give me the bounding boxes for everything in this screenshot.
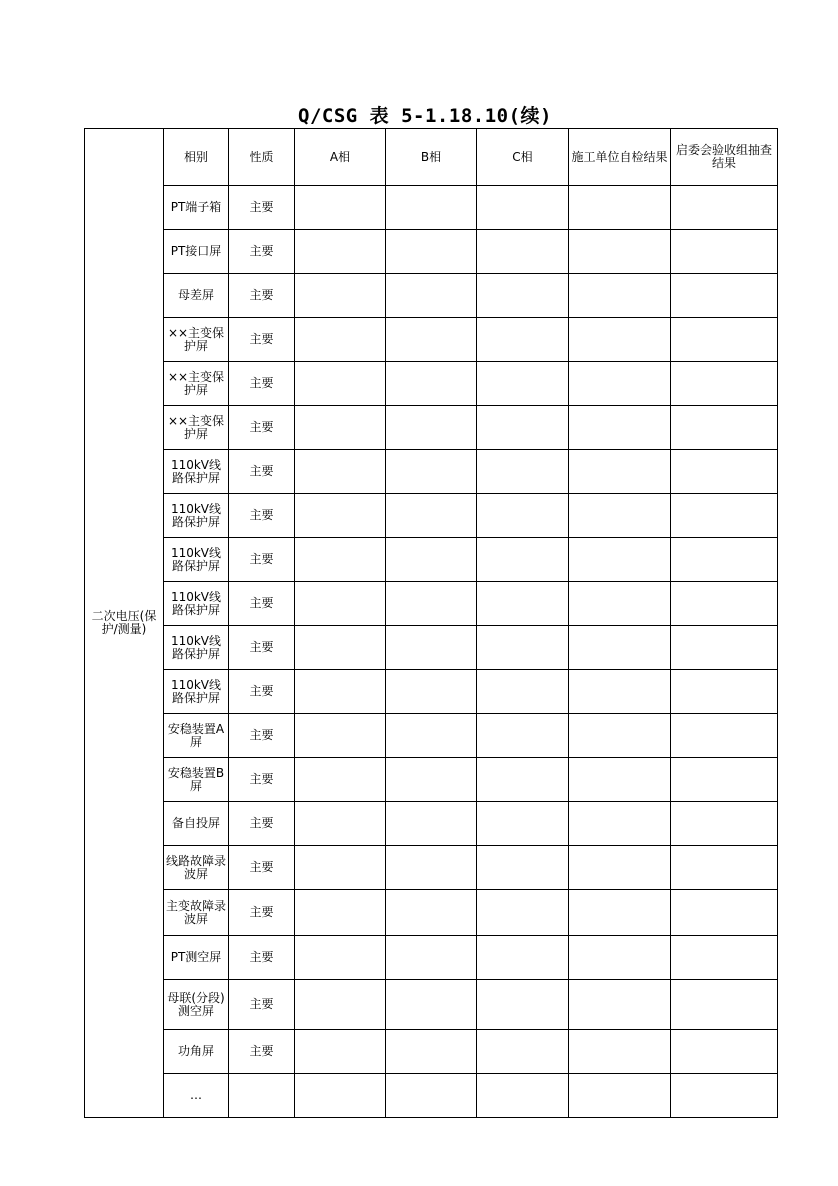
row-b-phase-input-cell[interactable] bbox=[386, 186, 477, 230]
row-nature-cell: 主要 bbox=[229, 758, 295, 802]
row-item-cell: ××主变保护屏 bbox=[164, 362, 229, 406]
row-committee-result-input-cell[interactable] bbox=[671, 186, 778, 230]
row-contractor-result-input-cell[interactable] bbox=[569, 318, 671, 362]
row-contractor-result-input-cell[interactable] bbox=[569, 362, 671, 406]
row-c-phase-input-cell[interactable] bbox=[477, 538, 569, 582]
row-nature-cell bbox=[229, 1074, 295, 1118]
header-b-phase: B相 bbox=[386, 129, 477, 186]
table-row bbox=[85, 1074, 778, 1118]
row-nature-cell: 主要 bbox=[229, 582, 295, 626]
row-committee-result-input-cell[interactable] bbox=[671, 230, 778, 274]
row-committee-result-input-cell[interactable] bbox=[671, 1074, 778, 1118]
row-a-phase-input-cell[interactable] bbox=[295, 186, 386, 230]
row-c-phase-input-cell[interactable] bbox=[477, 406, 569, 450]
row-c-phase-input-cell[interactable] bbox=[477, 230, 569, 274]
row-committee-result-input-cell[interactable] bbox=[671, 802, 778, 846]
row-a-phase-input-cell[interactable] bbox=[295, 538, 386, 582]
row-c-phase-input-cell[interactable] bbox=[477, 802, 569, 846]
row-item-cell: 110kV线路保护屏 bbox=[164, 626, 229, 670]
row-b-phase-input-cell[interactable] bbox=[386, 670, 477, 714]
row-a-phase-input-cell[interactable] bbox=[295, 406, 386, 450]
table-row bbox=[85, 802, 778, 846]
row-c-phase-input-cell[interactable] bbox=[477, 758, 569, 802]
row-a-phase-input-cell[interactable] bbox=[295, 980, 386, 1030]
row-contractor-result-input-cell[interactable] bbox=[569, 450, 671, 494]
row-c-phase-input-cell[interactable] bbox=[477, 626, 569, 670]
row-a-phase-input-cell[interactable] bbox=[295, 494, 386, 538]
row-b-phase-input-cell[interactable] bbox=[386, 274, 477, 318]
row-item-cell: ××主变保护屏 bbox=[164, 406, 229, 450]
row-a-phase-input-cell[interactable] bbox=[295, 1074, 386, 1118]
row-committee-result-input-cell[interactable] bbox=[671, 494, 778, 538]
row-committee-result-input-cell[interactable] bbox=[671, 890, 778, 936]
row-c-phase-input-cell[interactable] bbox=[477, 362, 569, 406]
header-row bbox=[85, 129, 778, 186]
row-b-phase-input-cell[interactable] bbox=[386, 318, 477, 362]
row-nature-cell: 主要 bbox=[229, 802, 295, 846]
row-nature-cell: 主要 bbox=[229, 318, 295, 362]
row-a-phase-input-cell[interactable] bbox=[295, 890, 386, 936]
table-row bbox=[85, 274, 778, 318]
table-row bbox=[85, 670, 778, 714]
row-item-cell: … bbox=[164, 1074, 229, 1118]
row-a-phase-input-cell[interactable] bbox=[295, 362, 386, 406]
row-committee-result-input-cell[interactable] bbox=[671, 582, 778, 626]
row-contractor-result-input-cell[interactable] bbox=[569, 890, 671, 936]
table-row bbox=[85, 936, 778, 980]
row-b-phase-input-cell[interactable] bbox=[386, 626, 477, 670]
row-committee-result-input-cell[interactable] bbox=[671, 406, 778, 450]
row-item-cell: 110kV线路保护屏 bbox=[164, 670, 229, 714]
row-b-phase-input-cell[interactable] bbox=[386, 714, 477, 758]
table-row bbox=[85, 538, 778, 582]
row-item-cell: 线路故障录波屏 bbox=[164, 846, 229, 890]
row-contractor-result-input-cell[interactable] bbox=[569, 274, 671, 318]
row-item-cell: ××主变保护屏 bbox=[164, 318, 229, 362]
row-contractor-result-input-cell[interactable] bbox=[569, 802, 671, 846]
row-c-phase-input-cell[interactable] bbox=[477, 494, 569, 538]
row-b-phase-input-cell[interactable] bbox=[386, 980, 477, 1030]
row-b-phase-input-cell[interactable] bbox=[386, 538, 477, 582]
row-nature-cell: 主要 bbox=[229, 362, 295, 406]
table-row bbox=[85, 582, 778, 626]
header-a-phase: A相 bbox=[295, 129, 386, 186]
row-committee-result-input-cell[interactable] bbox=[671, 538, 778, 582]
table-body bbox=[85, 129, 778, 1118]
row-item-cell: 110kV线路保护屏 bbox=[164, 494, 229, 538]
row-b-phase-input-cell[interactable] bbox=[386, 802, 477, 846]
table-row bbox=[85, 318, 778, 362]
row-a-phase-input-cell[interactable] bbox=[295, 936, 386, 980]
row-nature-cell: 主要 bbox=[229, 980, 295, 1030]
row-a-phase-input-cell[interactable] bbox=[295, 626, 386, 670]
row-nature-cell: 主要 bbox=[229, 274, 295, 318]
table-row bbox=[85, 362, 778, 406]
row-b-phase-input-cell[interactable] bbox=[386, 846, 477, 890]
row-a-phase-input-cell[interactable] bbox=[295, 450, 386, 494]
row-item-cell: 安稳装置B屏 bbox=[164, 758, 229, 802]
row-b-phase-input-cell[interactable] bbox=[386, 758, 477, 802]
row-contractor-result-input-cell[interactable] bbox=[569, 186, 671, 230]
row-contractor-result-input-cell[interactable] bbox=[569, 406, 671, 450]
row-committee-result-input-cell[interactable] bbox=[671, 758, 778, 802]
row-a-phase-input-cell[interactable] bbox=[295, 714, 386, 758]
row-a-phase-input-cell[interactable] bbox=[295, 582, 386, 626]
row-item-cell: 110kV线路保护屏 bbox=[164, 582, 229, 626]
row-contractor-result-input-cell[interactable] bbox=[569, 1030, 671, 1074]
row-item-cell: 主变故障录波屏 bbox=[164, 890, 229, 936]
row-c-phase-input-cell[interactable] bbox=[477, 1074, 569, 1118]
header-committee-result: 启委会验收组抽查结果 bbox=[671, 129, 778, 186]
row-item-cell: 110kV线路保护屏 bbox=[164, 538, 229, 582]
row-c-phase-input-cell[interactable] bbox=[477, 890, 569, 936]
row-committee-result-input-cell[interactable] bbox=[671, 274, 778, 318]
row-nature-cell: 主要 bbox=[229, 936, 295, 980]
row-item-cell: 安稳装置A屏 bbox=[164, 714, 229, 758]
table-row bbox=[85, 406, 778, 450]
header-contractor-result: 施工单位自检结果 bbox=[569, 129, 671, 186]
table-row bbox=[85, 980, 778, 1030]
row-item-cell: 母差屏 bbox=[164, 274, 229, 318]
row-nature-cell: 主要 bbox=[229, 230, 295, 274]
row-committee-result-input-cell[interactable] bbox=[671, 670, 778, 714]
row-c-phase-input-cell[interactable] bbox=[477, 582, 569, 626]
row-contractor-result-input-cell[interactable] bbox=[569, 582, 671, 626]
row-contractor-result-input-cell[interactable] bbox=[569, 980, 671, 1030]
row-a-phase-input-cell[interactable] bbox=[295, 802, 386, 846]
row-contractor-result-input-cell[interactable] bbox=[569, 936, 671, 980]
row-committee-result-input-cell[interactable] bbox=[671, 450, 778, 494]
row-committee-result-input-cell[interactable] bbox=[671, 626, 778, 670]
row-a-phase-input-cell[interactable] bbox=[295, 670, 386, 714]
table-row bbox=[85, 714, 778, 758]
row-b-phase-input-cell[interactable] bbox=[386, 230, 477, 274]
row-contractor-result-input-cell[interactable] bbox=[569, 1074, 671, 1118]
row-b-phase-input-cell[interactable] bbox=[386, 890, 477, 936]
inspection-table bbox=[84, 128, 778, 1118]
row-nature-cell: 主要 bbox=[229, 406, 295, 450]
row-b-phase-input-cell[interactable] bbox=[386, 936, 477, 980]
row-c-phase-input-cell[interactable] bbox=[477, 714, 569, 758]
row-contractor-result-input-cell[interactable] bbox=[569, 230, 671, 274]
row-contractor-result-input-cell[interactable] bbox=[569, 538, 671, 582]
row-b-phase-input-cell[interactable] bbox=[386, 406, 477, 450]
row-nature-cell: 主要 bbox=[229, 450, 295, 494]
table-row bbox=[85, 846, 778, 890]
row-committee-result-input-cell[interactable] bbox=[671, 846, 778, 890]
row-c-phase-input-cell[interactable] bbox=[477, 318, 569, 362]
row-nature-cell: 主要 bbox=[229, 626, 295, 670]
row-b-phase-input-cell[interactable] bbox=[386, 1030, 477, 1074]
table-row bbox=[85, 494, 778, 538]
row-item-cell: 功角屏 bbox=[164, 1030, 229, 1074]
group-label-cell: 二次电压(保护/测量) bbox=[85, 129, 164, 1118]
row-a-phase-input-cell[interactable] bbox=[295, 230, 386, 274]
row-nature-cell: 主要 bbox=[229, 890, 295, 936]
row-a-phase-input-cell[interactable] bbox=[295, 758, 386, 802]
table-row bbox=[85, 890, 778, 936]
row-b-phase-input-cell[interactable] bbox=[386, 1074, 477, 1118]
row-contractor-result-input-cell[interactable] bbox=[569, 846, 671, 890]
row-c-phase-input-cell[interactable] bbox=[477, 186, 569, 230]
row-contractor-result-input-cell[interactable] bbox=[569, 670, 671, 714]
row-nature-cell: 主要 bbox=[229, 186, 295, 230]
header-phase-item: 相别 bbox=[164, 129, 229, 186]
row-c-phase-input-cell[interactable] bbox=[477, 936, 569, 980]
row-contractor-result-input-cell[interactable] bbox=[569, 758, 671, 802]
row-item-cell: PT测空屏 bbox=[164, 936, 229, 980]
row-b-phase-input-cell[interactable] bbox=[386, 450, 477, 494]
row-item-cell: 110kV线路保护屏 bbox=[164, 450, 229, 494]
row-c-phase-input-cell[interactable] bbox=[477, 1030, 569, 1074]
header-nature: 性质 bbox=[229, 129, 295, 186]
row-nature-cell: 主要 bbox=[229, 494, 295, 538]
table-row bbox=[85, 230, 778, 274]
row-contractor-result-input-cell[interactable] bbox=[569, 494, 671, 538]
row-b-phase-input-cell[interactable] bbox=[386, 494, 477, 538]
table-row bbox=[85, 626, 778, 670]
row-c-phase-input-cell[interactable] bbox=[477, 274, 569, 318]
row-item-cell: PT接口屏 bbox=[164, 230, 229, 274]
row-nature-cell: 主要 bbox=[229, 714, 295, 758]
row-item-cell: PT端子箱 bbox=[164, 186, 229, 230]
row-a-phase-input-cell[interactable] bbox=[295, 274, 386, 318]
row-nature-cell: 主要 bbox=[229, 538, 295, 582]
table-row bbox=[85, 1030, 778, 1074]
row-c-phase-input-cell[interactable] bbox=[477, 670, 569, 714]
row-committee-result-input-cell[interactable] bbox=[671, 1030, 778, 1074]
row-a-phase-input-cell[interactable] bbox=[295, 846, 386, 890]
row-nature-cell: 主要 bbox=[229, 670, 295, 714]
row-committee-result-input-cell[interactable] bbox=[671, 936, 778, 980]
header-c-phase: C相 bbox=[477, 129, 569, 186]
row-item-cell: 母联(分段)测空屏 bbox=[164, 980, 229, 1030]
row-b-phase-input-cell[interactable] bbox=[386, 362, 477, 406]
row-b-phase-input-cell[interactable] bbox=[386, 582, 477, 626]
row-item-cell: 备自投屏 bbox=[164, 802, 229, 846]
row-c-phase-input-cell[interactable] bbox=[477, 846, 569, 890]
table-row bbox=[85, 186, 778, 230]
table-row bbox=[85, 450, 778, 494]
table-row bbox=[85, 758, 778, 802]
row-committee-result-input-cell[interactable] bbox=[671, 318, 778, 362]
row-c-phase-input-cell[interactable] bbox=[477, 980, 569, 1030]
row-a-phase-input-cell[interactable] bbox=[295, 318, 386, 362]
row-committee-result-input-cell[interactable] bbox=[671, 714, 778, 758]
row-contractor-result-input-cell[interactable] bbox=[569, 626, 671, 670]
row-committee-result-input-cell[interactable] bbox=[671, 980, 778, 1030]
row-nature-cell: 主要 bbox=[229, 846, 295, 890]
row-committee-result-input-cell[interactable] bbox=[671, 362, 778, 406]
row-contractor-result-input-cell[interactable] bbox=[569, 714, 671, 758]
row-nature-cell: 主要 bbox=[229, 1030, 295, 1074]
row-a-phase-input-cell[interactable] bbox=[295, 1030, 386, 1074]
form-title: Q/CSG 表 5-1.18.10(续) bbox=[298, 105, 552, 127]
row-c-phase-input-cell[interactable] bbox=[477, 450, 569, 494]
